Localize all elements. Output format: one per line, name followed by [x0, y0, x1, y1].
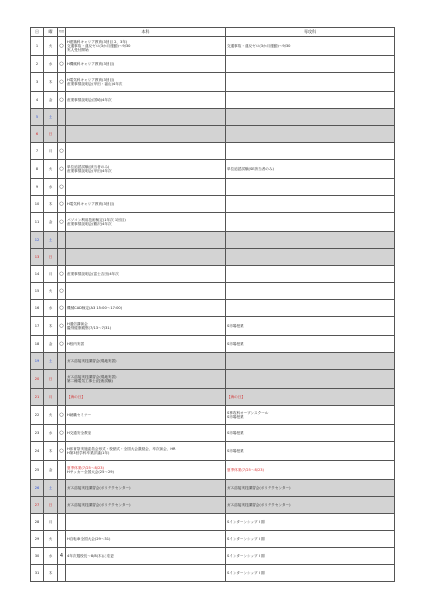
mark-cell — [58, 461, 66, 480]
main-course-entry: H就職セミナー — [67, 412, 92, 417]
special-course-cell — [226, 300, 395, 317]
table-row — [31, 283, 395, 300]
day-cell: 14 — [31, 266, 44, 283]
weekday-cell: 金 — [44, 461, 58, 480]
day-cell: 19 — [31, 353, 44, 370]
day-cell: 20 — [31, 370, 44, 389]
main-course-entry: H通信講演会 — [67, 321, 88, 326]
table-row — [31, 497, 395, 514]
mark-cell: ○ — [58, 442, 66, 461]
header-row — [31, 28, 395, 37]
mark-cell: ○ — [58, 317, 66, 336]
day-cell: 7 — [31, 143, 44, 160]
special-course-entry: 【海の日】 — [227, 394, 245, 399]
weekday-cell: 木 — [44, 442, 58, 461]
mark-cell: ○ — [58, 196, 66, 213]
mark-cell: ○ — [58, 300, 66, 317]
mark-cell: ○ — [58, 266, 66, 283]
main-course-entry: H電気科キャリア教育(3回目) — [67, 77, 115, 82]
weekday-cell: 水 — [44, 179, 58, 196]
mark-cell — [58, 353, 66, 370]
special-course-cell — [226, 480, 395, 497]
weekday-cell: 火 — [44, 37, 58, 56]
table-row — [31, 317, 395, 336]
table-row — [31, 442, 395, 461]
special-course-cell — [226, 370, 395, 389]
special-course-cell — [226, 109, 395, 126]
table-row — [31, 73, 395, 92]
main-course-cell — [66, 283, 226, 300]
special-course-cell — [226, 196, 395, 213]
table-row — [31, 143, 395, 160]
table-row — [31, 370, 395, 389]
day-cell: 23 — [31, 425, 44, 442]
special-course-cell — [226, 126, 395, 143]
main-course-entry: パソコン利用技術検定(1年次 1回目) — [67, 217, 126, 222]
weekday-cell: 木 — [44, 73, 58, 92]
special-course-cell — [226, 336, 395, 353]
main-course-entry: 産業事情説明会(富士吉田)4年次 — [67, 271, 119, 276]
special-course-entry: 交通事故・違反ゼロ(3か月運動)〜9/30 — [227, 43, 291, 48]
table-row — [31, 109, 395, 126]
special-course-cell — [226, 73, 395, 92]
special-course-cell — [226, 389, 395, 406]
main-course-entry: 鑑別健康観察(7/13〜7/31) — [67, 326, 112, 330]
special-course-cell — [226, 425, 395, 442]
weekday-cell: 土 — [44, 232, 58, 249]
table-row — [31, 565, 395, 582]
main-course-cell — [66, 160, 226, 179]
special-course-entry: ガス溶接実技講習会(ポリテクセンター) — [227, 502, 291, 507]
weekday-cell: 日 — [44, 497, 58, 514]
main-course-entry: H建築科キャリア教育(3回目 2、3年) — [67, 39, 128, 44]
main-course-entry: H機械科キャリア教育(3回目) — [67, 61, 115, 66]
special-course-entry: Sインターンシップ I 期 — [227, 553, 265, 558]
special-course-entry: S市場授業 — [227, 448, 244, 453]
weekday-cell: 火 — [44, 406, 58, 425]
special-course-cell — [226, 56, 395, 73]
day-cell: 18 — [31, 336, 44, 353]
main-course-cell — [66, 497, 226, 514]
special-course-cell — [226, 353, 395, 370]
main-course-cell — [66, 370, 226, 389]
mark-cell — [58, 109, 66, 126]
main-course-entry: ガス溶接実技講習会(ポリテクセンター) — [67, 485, 131, 490]
weekday-cell: 木 — [44, 196, 58, 213]
day-cell: 3 — [31, 73, 44, 92]
main-course-entry: 産業事情説明会(国崎)4年次 — [67, 97, 112, 102]
special-course-cell — [226, 143, 395, 160]
main-course-entry: 産業事情説明会(甲田)4年次 — [67, 169, 112, 173]
main-course-entry: ガス溶接実技講習会(ポリテクセンター) — [67, 502, 131, 507]
mark-cell: ○ — [58, 213, 66, 232]
main-course-cell — [66, 249, 226, 266]
main-course-entry: 4年次週校長〜8/8(木)に変更 — [67, 553, 114, 558]
mark-cell: ○ — [58, 283, 66, 300]
main-course-entry: 産業事情説明会(鶴沢)4年次 — [67, 222, 112, 226]
header-day: 日 — [31, 28, 44, 37]
schedule-table — [30, 27, 395, 582]
day-cell: 31 — [31, 565, 44, 582]
main-course-cell — [66, 179, 226, 196]
weekday-cell: 水 — [44, 300, 58, 317]
main-course-cell — [66, 196, 226, 213]
main-course-cell — [66, 336, 226, 353]
weekday-cell: 火 — [44, 531, 58, 548]
weekday-cell: 土 — [44, 353, 58, 370]
special-course-cell — [226, 497, 395, 514]
day-cell: 28 — [31, 514, 44, 531]
day-cell: 22 — [31, 406, 44, 425]
main-course-cell — [66, 92, 226, 109]
mark-cell — [58, 370, 66, 389]
table-row — [31, 514, 395, 531]
main-course-entry: Hサッカー全国大会(25〜29) — [67, 470, 114, 474]
main-course-entry: 産業事情説明会(甲田・福山)4年次 — [67, 82, 123, 86]
weekday-cell: 金 — [44, 92, 58, 109]
mark-cell — [58, 531, 66, 548]
special-course-entry: S市場授業 — [227, 415, 244, 419]
main-course-cell — [66, 480, 226, 497]
mark-cell: ○ — [58, 179, 66, 196]
weekday-cell: 金 — [44, 213, 58, 232]
main-course-cell — [66, 317, 226, 336]
weekday-cell: 火 — [44, 160, 58, 179]
main-course-entry: ガス溶接実技講習会(現地実習) — [67, 358, 117, 363]
mark-cell — [58, 565, 66, 582]
day-cell: 8 — [31, 160, 44, 179]
special-course-cell — [226, 317, 395, 336]
weekday-cell: 水 — [44, 548, 58, 565]
weekday-cell: 水 — [44, 425, 58, 442]
special-course-cell — [226, 442, 395, 461]
day-cell: 2 — [31, 56, 44, 73]
main-course-entry: H交通安全教室 — [67, 430, 92, 435]
weekday-cell: 月 — [44, 143, 58, 160]
table-row — [31, 92, 395, 109]
weekday-cell: 日 — [44, 249, 58, 266]
day-cell: 6 — [31, 126, 44, 143]
weekday-cell: 日 — [44, 126, 58, 143]
table-row — [31, 480, 395, 497]
main-course-cell — [66, 406, 226, 425]
main-course-cell — [66, 126, 226, 143]
mark-cell: ○ — [58, 56, 66, 73]
day-cell: 29 — [31, 531, 44, 548]
table-row — [31, 213, 395, 232]
main-course-cell — [66, 143, 226, 160]
schedule-body — [31, 37, 395, 582]
special-course-cell — [226, 406, 395, 425]
special-course-cell — [226, 548, 395, 565]
special-course-entry: S市場授業 — [227, 341, 244, 346]
mark-cell: 4 — [58, 548, 66, 565]
special-course-cell — [226, 160, 395, 179]
main-course-cell — [66, 353, 226, 370]
main-course-entry: 機械CAD検定(A3 15:00〜17:00) — [67, 305, 123, 310]
mark-cell — [58, 126, 66, 143]
main-course-cell — [66, 514, 226, 531]
main-course-cell — [66, 389, 226, 406]
main-course-entry: H校内実習 — [67, 341, 85, 346]
main-course-entry: 夏季休業(7/25〜8/23) — [67, 465, 104, 470]
mark-cell: ○ — [58, 406, 66, 425]
day-cell: 9 — [31, 179, 44, 196]
special-course-entry: Sインターンシップ I 期 — [227, 519, 265, 524]
table-row — [31, 249, 395, 266]
special-course-entry: Sインターンシップ I 期 — [227, 536, 265, 541]
main-course-cell — [66, 461, 226, 480]
main-course-cell — [66, 548, 226, 565]
mark-cell: ○ — [58, 160, 66, 179]
main-course-cell — [66, 213, 226, 232]
mark-cell: ○ — [58, 37, 66, 56]
mark-cell — [58, 497, 66, 514]
table-row — [31, 232, 395, 249]
day-cell: 4 — [31, 92, 44, 109]
mark-cell: ○ — [58, 143, 66, 160]
main-course-entry: 【海の日】 — [67, 394, 85, 399]
mark-cell: ○ — [58, 336, 66, 353]
mark-cell — [58, 389, 66, 406]
special-course-cell — [226, 565, 395, 582]
special-course-cell — [226, 283, 395, 300]
weekday-cell: 土 — [44, 480, 58, 497]
table-row — [31, 37, 395, 56]
day-cell: 21 — [31, 389, 44, 406]
table-row — [31, 531, 395, 548]
special-course-cell — [226, 461, 395, 480]
table-row — [31, 179, 395, 196]
special-course-entry: S市場授業 — [227, 323, 244, 328]
mark-cell — [58, 480, 66, 497]
weekday-cell: 土 — [44, 109, 58, 126]
day-cell: 24 — [31, 442, 44, 461]
special-course-cell — [226, 514, 395, 531]
table-row — [31, 389, 395, 406]
main-course-entry: 第二種電気工事士(技術試験) — [67, 379, 113, 383]
special-course-cell — [226, 92, 395, 109]
special-course-cell — [226, 232, 395, 249]
day-cell: 1 — [31, 37, 44, 56]
main-course-cell — [66, 531, 226, 548]
day-cell: 27 — [31, 497, 44, 514]
main-course-cell — [66, 442, 226, 461]
weekday-cell: 月 — [44, 266, 58, 283]
special-course-entry: 単位追認試験(SE該当者のみ) — [227, 166, 274, 171]
main-course-cell — [66, 232, 226, 249]
mark-cell: ○ — [58, 425, 66, 442]
day-cell: 17 — [31, 317, 44, 336]
day-cell: 10 — [31, 196, 44, 213]
special-course-entry: 夏季休業(7/25〜8/23) — [227, 467, 264, 472]
weekday-cell: 日 — [44, 370, 58, 389]
main-course-entry: ガス溶接実技講習会(現地実習) — [67, 374, 117, 379]
main-course-cell — [66, 565, 226, 582]
mark-cell — [58, 249, 66, 266]
special-course-cell — [226, 179, 395, 196]
day-cell: 16 — [31, 300, 44, 317]
special-course-entry: S専攻科オープンスクール — [227, 410, 269, 415]
day-cell: 13 — [31, 249, 44, 266]
day-cell: 25 — [31, 461, 44, 480]
table-row — [31, 425, 395, 442]
main-course-cell — [66, 425, 226, 442]
table-row — [31, 300, 395, 317]
day-cell: 26 — [31, 480, 44, 497]
weekday-cell: 水 — [44, 56, 58, 73]
main-course-cell — [66, 266, 226, 283]
special-course-entry: Sインターンシップ I 期 — [227, 570, 265, 575]
header-special: 特活 — [58, 28, 66, 37]
table-row — [31, 406, 395, 425]
mark-cell — [58, 232, 66, 249]
weekday-cell: 月 — [44, 514, 58, 531]
table-row — [31, 56, 395, 73]
mark-cell: ○ — [58, 92, 66, 109]
schedule-sheet — [30, 27, 394, 582]
table-row — [31, 196, 395, 213]
main-course-entry: H自転車全国大会(29〜31) — [67, 536, 111, 541]
header-main-course: 本科 — [66, 28, 226, 37]
day-cell: 5 — [31, 109, 44, 126]
special-course-cell — [226, 266, 395, 283]
main-course-cell — [66, 300, 226, 317]
special-course-cell — [226, 531, 395, 548]
main-course-entry: H体育祭実施委員会形式・校納式・全国大会激励会、卒次演会、HR — [67, 446, 176, 451]
table-row — [31, 461, 395, 480]
table-row — [31, 126, 395, 143]
table-row — [31, 266, 395, 283]
mark-cell — [58, 514, 66, 531]
day-cell: 15 — [31, 283, 44, 300]
main-course-entry: 実人受付開始 — [67, 48, 89, 53]
main-course-cell — [66, 109, 226, 126]
weekday-cell: 火 — [44, 283, 58, 300]
main-course-cell — [66, 37, 226, 56]
special-course-cell — [226, 37, 395, 56]
special-course-cell — [226, 249, 395, 266]
weekday-cell: 金 — [44, 336, 58, 353]
table-row — [31, 336, 395, 353]
table-row — [31, 160, 395, 179]
header-weekday: 曜 — [44, 28, 58, 37]
main-course-cell — [66, 56, 226, 73]
main-course-cell — [66, 73, 226, 92]
special-course-entry: ガス溶接実技講習会(ポリテクセンター) — [227, 485, 291, 490]
table-row — [31, 548, 395, 565]
special-course-cell — [226, 213, 395, 232]
weekday-cell: 木 — [44, 317, 58, 336]
mark-cell: ○ — [58, 73, 66, 92]
main-course-entry: H電気科キャリア教育(3回目) — [67, 201, 115, 206]
day-cell: 30 — [31, 548, 44, 565]
table-row — [31, 353, 395, 370]
weekday-cell: 月 — [44, 389, 58, 406]
day-cell: 12 — [31, 232, 44, 249]
weekday-cell: 木 — [44, 565, 58, 582]
main-course-entry: 交通事故・違反ゼロ(3か月運動)〜9/30 — [67, 43, 131, 48]
header-special-course: 専攻科 — [226, 28, 395, 37]
main-course-entry: 単位追認試験(該当者のみ) — [67, 164, 110, 169]
day-cell: 11 — [31, 213, 44, 232]
special-course-entry: S市場授業 — [227, 430, 244, 435]
main-course-entry: H第3回学科卒業評議(1年) — [67, 451, 110, 455]
